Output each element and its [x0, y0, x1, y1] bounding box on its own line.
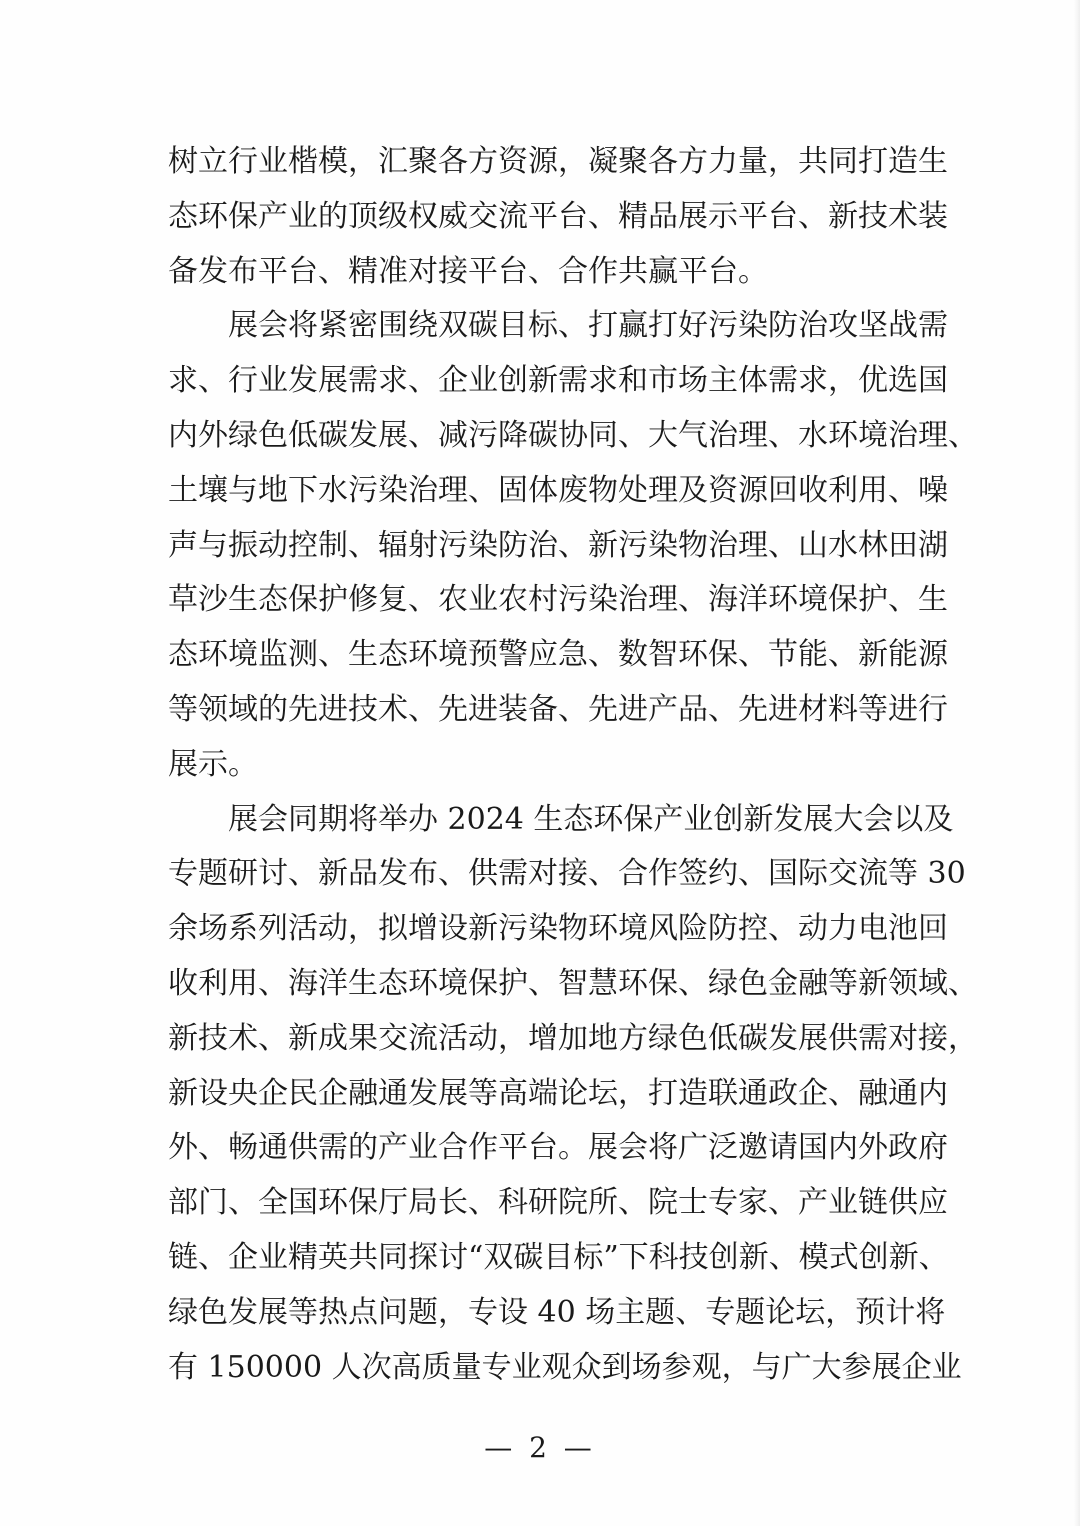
text-line: 新设央企民企融通发展等高端论坛，打造联通政企、融通内: [168, 1075, 948, 1111]
text-line: 绿色发展等热点问题，专设 40 场主题、专题论坛，预计将: [168, 1294, 946, 1330]
body-text: [168, 135, 978, 1395]
text-line: 外、畅通供需的产业合作平台。展会将广泛邀请国内外政府: [168, 1130, 948, 1166]
text-line: 树立行业楷模，汇聚各方资源，凝聚各方力量，共同打造生: [168, 144, 948, 179]
text-line: 链、企业精英共同探讨“双碳目标”下科技创新、模式创新、: [168, 1239, 949, 1275]
text-line: 等领域的先进技术、先进装备、先进产品、先进材料等进行: [168, 691, 948, 727]
text-line: 展会将紧密围绕双碳目标、打赢打好污染防治攻坚战需: [228, 308, 948, 344]
text-line: 土壤与地下水污染治理、固体废物处理及资源回收利用、噪: [168, 472, 948, 508]
page-number: — 2 —: [484, 1431, 596, 1464]
text-line: 备发布平台、精准对接平台、合作共赢平台。: [168, 253, 768, 289]
text-line: 声与振动控制、辐射污染防治、新污染物治理、山水林田湖: [168, 527, 948, 563]
text-line: 展示。: [168, 746, 258, 782]
text-line: 草沙生态保护修复、农业农村污染治理、海洋环境保护、生: [168, 582, 948, 618]
text-line: 收利用、海洋生态环境保护、智慧环保、绿色金融等新领域、: [168, 965, 978, 1001]
text-line: 新技术、新成果交流活动，增加地方绿色低碳发展供需对接，: [168, 1020, 978, 1056]
text-line: 余场系列活动，拟增设新污染物环境风险防控、动力电池回: [168, 911, 948, 947]
text-line: 态环保产业的顶级权威交流平台、精品展示平台、新技术装: [168, 198, 948, 234]
text-line: 态环境监测、生态环境预警应急、数智环保、节能、新能源: [168, 637, 948, 673]
text-line: 部门、全国环保厅局长、科研院所、院士专家、产业链供应: [168, 1185, 948, 1221]
text-line: 求、行业发展需求、企业创新需求和市场主体需求，优选国: [168, 363, 948, 399]
page-edge-shadow: [1074, 0, 1080, 1526]
text-line: 有 150000 人次高质量专业观众到场参观，与广大参展企业: [168, 1349, 962, 1385]
text-line: 展会同期将举办 2024 生态环保产业创新发展大会以及: [228, 801, 954, 837]
text-line: 内外绿色低碳发展、减污降碳协同、大气治理、水环境治理、: [168, 417, 978, 453]
text-line: 专题研讨、新品发布、供需对接、合作签约、国际交流等 30: [168, 856, 966, 892]
